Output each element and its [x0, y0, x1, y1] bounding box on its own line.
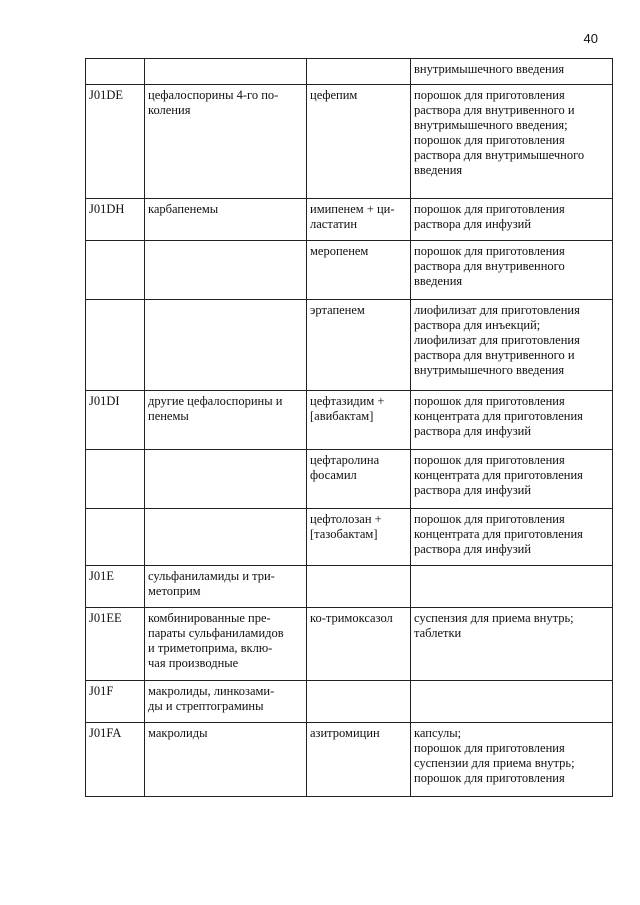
drug-cell: [307, 566, 411, 608]
code-cell: [86, 300, 145, 391]
group-cell: [145, 59, 307, 85]
group-cell: карбапенемы: [145, 199, 307, 241]
group-cell: цефалоспорины 4-го по- коления: [145, 85, 307, 199]
drug-cell: цефепим: [307, 85, 411, 199]
code-cell: [86, 241, 145, 300]
drug-cell: цефтаролина фосамил: [307, 450, 411, 509]
form-cell: порошок для приготовления концентрата для приготовления раствора для инфузий: [411, 450, 613, 509]
drug-cell: [307, 59, 411, 85]
table-row: [86, 391, 613, 450]
code-cell: J01DH: [86, 199, 145, 241]
code-cell: [86, 59, 145, 85]
group-cell: другие цефалоспорины и пенемы: [145, 391, 307, 450]
table-row: [86, 608, 613, 681]
table-row: [86, 300, 613, 391]
code-cell: J01FA: [86, 723, 145, 797]
form-cell: порошок для приготовления концентрата для приготовления раствора для инфузий: [411, 509, 613, 566]
code-cell: J01DI: [86, 391, 145, 450]
drug-table: [85, 58, 613, 797]
table-row: [86, 85, 613, 199]
drug-cell: азитромицин: [307, 723, 411, 797]
code-cell: J01F: [86, 681, 145, 723]
table-row: [86, 509, 613, 566]
code-cell: [86, 509, 145, 566]
drug-cell: эртапенем: [307, 300, 411, 391]
group-cell: [145, 300, 307, 391]
drug-cell: имипенем + ци- ластатин: [307, 199, 411, 241]
drug-cell: цефтолозан + [тазобактам]: [307, 509, 411, 566]
form-cell: внутримышечного введения: [411, 59, 613, 85]
form-cell: порошок для приготовления раствора для внутривенного введения: [411, 241, 613, 300]
drug-cell: ко-тримоксазол: [307, 608, 411, 681]
table-row: [86, 199, 613, 241]
group-cell: [145, 450, 307, 509]
form-cell: капсулы; порошок для приготовления суспензии для приема внутрь; порошок для приготовления: [411, 723, 613, 797]
group-cell: макролиды: [145, 723, 307, 797]
drug-cell: цефтазидим + [авибактам]: [307, 391, 411, 450]
drug-cell: [307, 681, 411, 723]
group-cell: макролиды, линкозами- ды и стрептограмины: [145, 681, 307, 723]
table-row: [86, 681, 613, 723]
table-row: [86, 723, 613, 797]
group-cell: [145, 509, 307, 566]
code-cell: J01EE: [86, 608, 145, 681]
table-row: [86, 59, 613, 85]
form-cell: порошок для приготовления раствора для инфузий: [411, 199, 613, 241]
form-cell: [411, 681, 613, 723]
form-cell: [411, 566, 613, 608]
form-cell: порошок для приготовления концентрата для приготовления раствора для инфузий: [411, 391, 613, 450]
code-cell: [86, 450, 145, 509]
group-cell: комбинированные пре- параты сульфаниламидов и триметоприма, вклю- чая производные: [145, 608, 307, 681]
form-cell: порошок для приготовления раствора для внутривенного и внутримышечного введения; порошок для приготовления раствора для внутримышечного введения: [411, 85, 613, 199]
table-row: [86, 566, 613, 608]
form-cell: суспензия для приема внутрь; таблетки: [411, 608, 613, 681]
code-cell: J01E: [86, 566, 145, 608]
table-row: [86, 450, 613, 509]
page-number: 40: [583, 31, 598, 46]
group-cell: [145, 241, 307, 300]
group-cell: сульфаниламиды и три- метоприм: [145, 566, 307, 608]
code-cell: J01DE: [86, 85, 145, 199]
table-row: [86, 241, 613, 300]
drug-cell: меропенем: [307, 241, 411, 300]
form-cell: лиофилизат для приготовления раствора для инъекций; лиофилизат для приготовления раствора для внутривенного и внутримышечного введения: [411, 300, 613, 391]
